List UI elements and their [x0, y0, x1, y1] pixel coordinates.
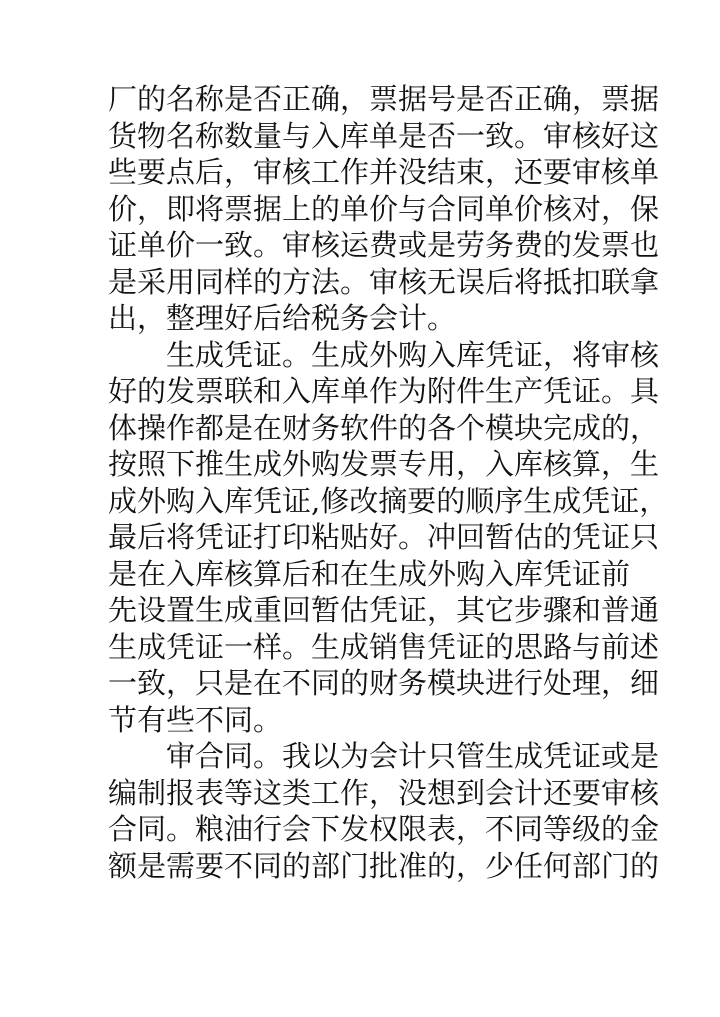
text-line: 出，整理好后给税务会计。 [108, 301, 457, 335]
text-line: 生成凭证。生成外购入库凭证，将审核 [166, 337, 660, 372]
text-line: 生成凭证一样。生成销售凭证的思路与前述 [108, 629, 660, 664]
text-line: 一致，只是在不同的财务模块进行处理，细 [108, 666, 660, 700]
text-line: 价，即将票据上的单价与合同单价核对，保 [108, 191, 660, 226]
text-line: 先设置生成重回暂估凭证，其它步骤和普通 [108, 593, 660, 627]
text-line: 审合同。我以为会计只管生成凭证或是 [166, 739, 660, 773]
text-line: 好的发票联和入库单作为附件生产凭证。具 [108, 374, 660, 408]
text-line: 体操作都是在财务软件的各个模块完成的， [108, 410, 660, 445]
text-line: 是采用同样的方法。审核无误后将抵扣联拿 [108, 264, 660, 299]
text-line: 编制报表等这类工作，没想到会计还要审核 [108, 775, 660, 810]
text-line: 是在入库核算后和在生成外购入库凭证前 [108, 556, 631, 591]
text-line: 最后将凭证打印粘贴好。冲回暂估的凭证只 [108, 520, 660, 554]
paragraph-1 [108, 81, 660, 337]
text-line: 额是需要不同的部门批准的，少任何部门的 [108, 848, 660, 883]
text-line: 合同。粮油行会下发权限表，不同等级的金 [108, 812, 660, 846]
text-line: 节有些不同。 [108, 702, 283, 737]
text-line: 证单价一致。审核运费或是劳务费的发票也 [108, 228, 660, 262]
text-line: 货物名称数量与入库单是否一致。审核好这 [108, 118, 660, 153]
document-body [108, 81, 669, 884]
text-line: 成外购入库凭证,修改摘要的顺序生成凭证， [108, 483, 669, 518]
text-line: 按照下推生成外购发票专用，入库核算，生 [108, 447, 660, 481]
paragraph-3 [108, 738, 660, 884]
paragraph-2 [108, 337, 669, 739]
text-line: 些要点后，审核工作并没结束，还要审核单 [108, 155, 660, 189]
text-line: 厂的名称是否正确，票据号是否正确，票据 [108, 82, 660, 116]
